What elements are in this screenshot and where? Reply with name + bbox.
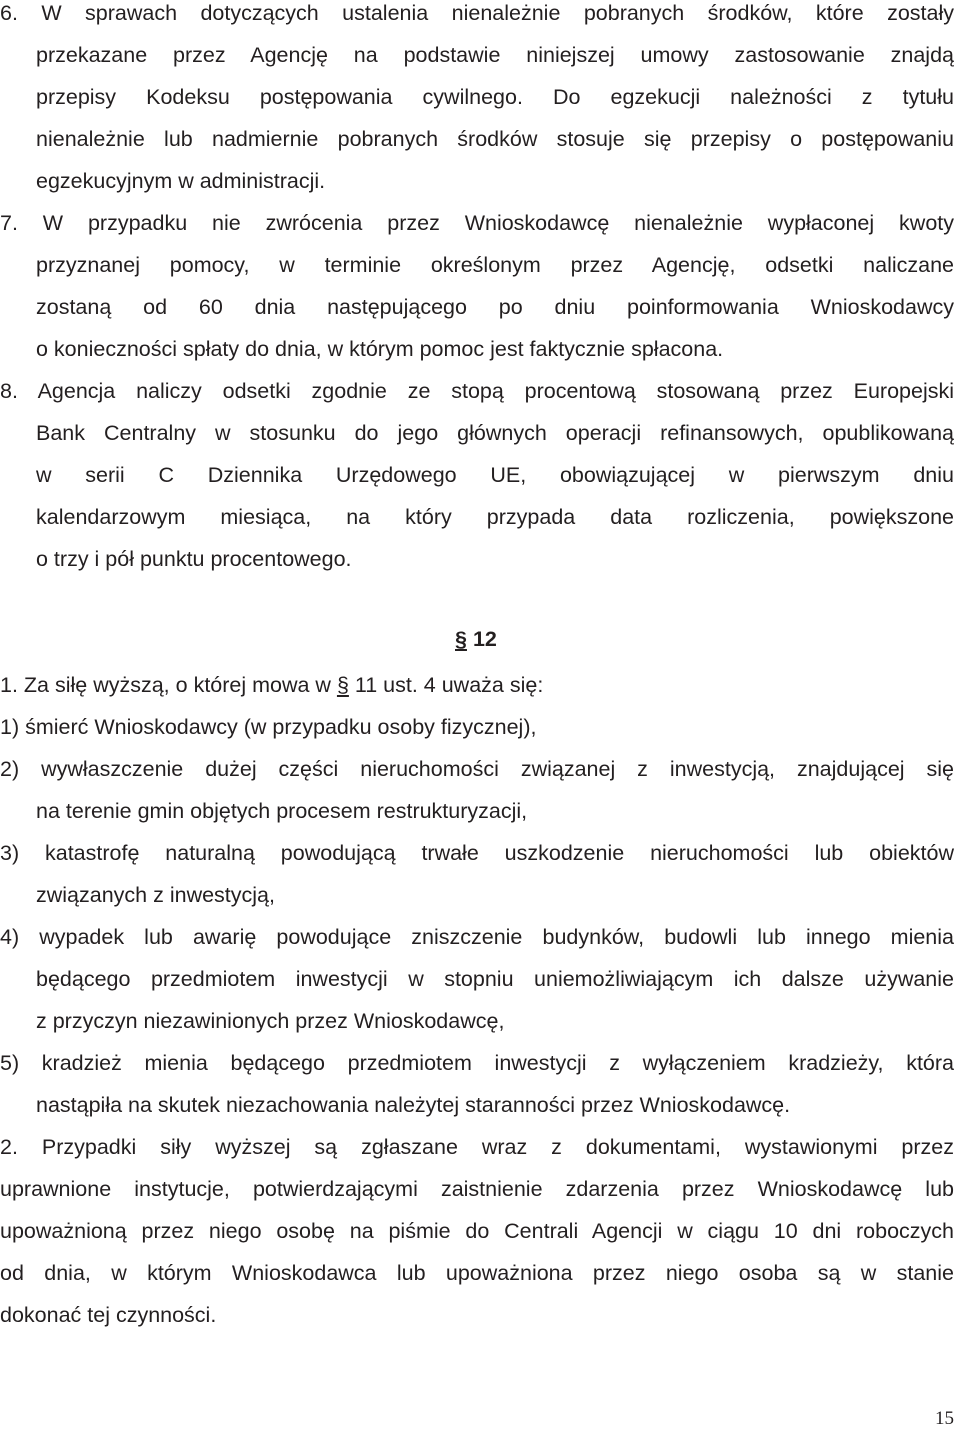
paragraph-6-line: egzekucyjnym w administracji.: [36, 169, 326, 193]
list-item-line: będącego przedmiotem inwestycji w stopniu uniemożliwiającym ich dalsze używanie: [36, 967, 954, 991]
paragraph-6-line: przekazane przez Agencję na podstawie niniejszej umowy zastosowanie znajdą: [36, 43, 954, 67]
list-item-line: 2) wywłaszczenie dużej części nieruchomości związanej z inwestycją, znajdującej się: [0, 757, 954, 781]
item-1-intro: [0, 672, 543, 698]
item-2-line: uprawnione instytucje, potwierdzającymi zaistnienie zdarzenia przez Wnioskodawcę lub: [0, 1177, 954, 1201]
paragraph-6-line: 6. W sprawach dotyczących ustalenia nienależnie pobranych środków, które zostały: [0, 1, 954, 25]
list-item-line: 1) śmierć Wnioskodawcy (w przypadku osoby fizycznej),: [0, 715, 537, 739]
paragraph-7-line: 7. W przypadku nie zwrócenia przez Wnioskodawcę nienależnie wypłaconej kwoty: [0, 211, 954, 235]
list-item-line: z przyczyn niezawinionych przez Wnioskodawcę,: [36, 1009, 505, 1033]
item-1-before: 1. Za siłę wyższą, o której mowa w: [0, 673, 337, 697]
item-2-line: 2. Przypadki siły wyższej są zgłaszane wraz z dokumentami, wystawionymi przez: [0, 1135, 954, 1159]
section-heading: [455, 626, 497, 652]
item-2-line: od dnia, w którym Wnioskodawca lub upoważniona przez niego osoba są w stanie: [0, 1261, 954, 1285]
item-2-line: upoważnioną przez niego osobę na piśmie do Centrali Agencji w ciągu 10 dni roboczych: [0, 1219, 954, 1243]
section-mark: §: [336, 673, 349, 697]
paragraph-8-line: Bank Centralny w stosunku do jego głównych operacji refinansowych, opublikowaną: [36, 421, 954, 445]
list-item-line: 5) kradzież mienia będącego przedmiotem inwestycji z wyłączeniem kradzieży, która: [0, 1051, 954, 1075]
section-mark: §: [455, 627, 467, 651]
list-item-line: 4) wypadek lub awarię powodujące zniszczenie budynków, budowli lub innego mienia: [0, 925, 954, 949]
item-2-line: dokonać tej czynności.: [0, 1303, 217, 1327]
paragraph-6-line: nienależnie lub nadmiernie pobranych środków stosuje się przepisy o postępowaniu: [36, 127, 954, 151]
list-item-line: 3) katastrofę naturalną powodującą trwałe uszkodzenie nieruchomości lub obiektów: [0, 841, 954, 865]
list-item-line: na terenie gmin objętych procesem restrukturyzacji,: [36, 799, 528, 823]
paragraph-7-line: zostaną od 60 dnia następującego po dniu poinformowania Wnioskodawcy: [36, 295, 954, 319]
paragraph-7-line: o konieczności spłaty do dnia, w którym pomoc jest faktycznie spłacona.: [36, 337, 724, 361]
paragraph-8-line: kalendarzowym miesiąca, na który przypada data rozliczenia, powiększone: [36, 505, 954, 529]
paragraph-6-line: przepisy Kodeksu postępowania cywilnego. Do egzekucji należności z tytułu: [36, 85, 954, 109]
item-1-after: 11 ust. 4 uważa się:: [348, 673, 544, 697]
section-number: 12: [466, 627, 497, 651]
list-item-line: nastąpiła na skutek niezachowania należytej staranności przez Wnioskodawcę.: [36, 1093, 791, 1117]
list-item-line: związanych z inwestycją,: [36, 883, 275, 907]
paragraph-8-line: o trzy i pół punktu procentowego.: [36, 547, 352, 571]
page-number: 15: [935, 1408, 954, 1429]
paragraph-8-line: w serii C Dziennika Urzędowego UE, obowiązującej w pierwszym dniu: [36, 463, 954, 487]
paragraph-7-line: przyznanej pomocy, w terminie określonym przez Agencję, odsetki naliczane: [36, 253, 954, 277]
paragraph-8-line: 8. Agencja naliczy odsetki zgodnie ze stopą procentową stosowaną przez Europejski: [0, 379, 954, 403]
